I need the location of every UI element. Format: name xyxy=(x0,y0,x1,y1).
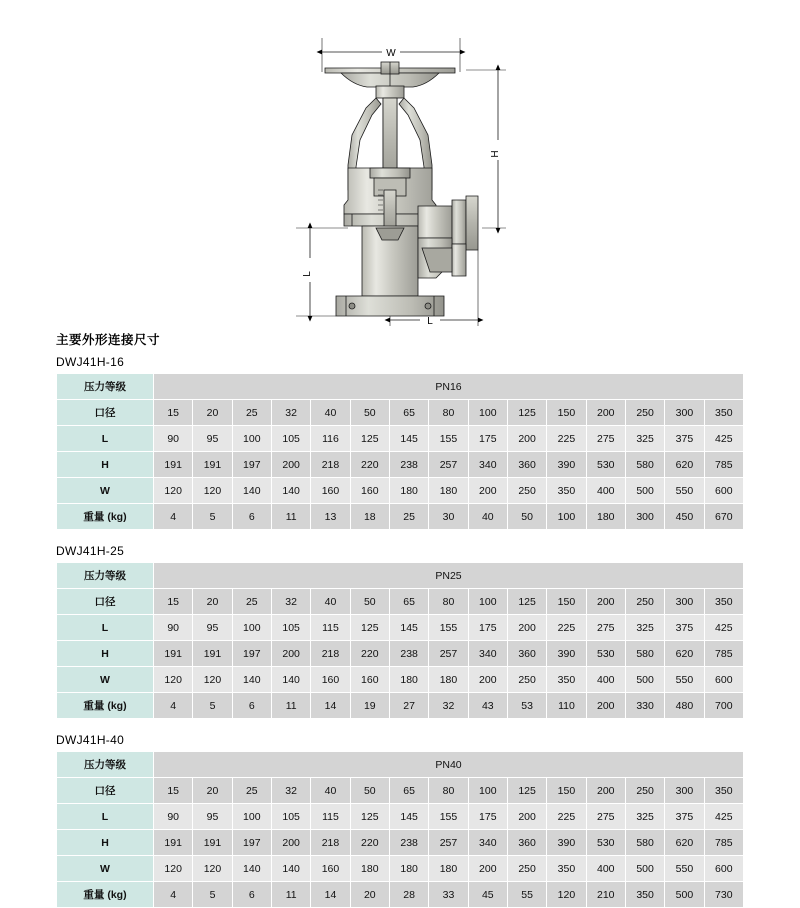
cell: 500 xyxy=(665,882,704,908)
cell: 580 xyxy=(625,641,664,667)
cell: 175 xyxy=(468,804,507,830)
cell: 20 xyxy=(350,882,389,908)
cell: 400 xyxy=(586,478,625,504)
cell: 200 xyxy=(468,667,507,693)
table-row xyxy=(57,778,744,804)
cell: 50 xyxy=(507,504,546,530)
table-row xyxy=(57,452,744,478)
pressure-value: PN25 xyxy=(154,563,744,589)
cell: 15 xyxy=(154,778,193,804)
cell: 350 xyxy=(547,856,586,882)
cell: 220 xyxy=(350,641,389,667)
row-header-bore: 口径 xyxy=(57,400,154,426)
cell: 350 xyxy=(704,400,743,426)
cell: 90 xyxy=(154,615,193,641)
table-row xyxy=(57,667,744,693)
row-header-h: H xyxy=(57,830,154,856)
cell: 180 xyxy=(429,856,468,882)
cell: 375 xyxy=(665,804,704,830)
cell: 19 xyxy=(350,693,389,719)
cell: 160 xyxy=(311,478,350,504)
cell: 175 xyxy=(468,426,507,452)
cell: 530 xyxy=(586,641,625,667)
cell: 191 xyxy=(193,830,232,856)
cell: 480 xyxy=(665,693,704,719)
table-row xyxy=(57,752,744,778)
row-header-l: L xyxy=(57,615,154,641)
cell: 530 xyxy=(586,830,625,856)
cell: 580 xyxy=(625,452,664,478)
cell: 350 xyxy=(625,882,664,908)
cell: 257 xyxy=(429,830,468,856)
cell: 40 xyxy=(311,400,350,426)
cell: 250 xyxy=(625,589,664,615)
cell: 6 xyxy=(232,693,271,719)
cell: 360 xyxy=(507,641,546,667)
cell: 300 xyxy=(625,504,664,530)
cell: 40 xyxy=(468,504,507,530)
cell: 580 xyxy=(625,830,664,856)
cell: 197 xyxy=(232,452,271,478)
cell: 425 xyxy=(704,804,743,830)
cell: 160 xyxy=(311,667,350,693)
table-block-pn16 xyxy=(56,355,744,530)
cell: 43 xyxy=(468,693,507,719)
cell: 390 xyxy=(547,452,586,478)
cell: 390 xyxy=(547,641,586,667)
cell: 200 xyxy=(507,804,546,830)
cell: 18 xyxy=(350,504,389,530)
dimensions-table-pn16 xyxy=(56,373,744,530)
cell: 11 xyxy=(271,882,310,908)
cell: 32 xyxy=(429,693,468,719)
cell: 250 xyxy=(625,400,664,426)
cell: 115 xyxy=(311,804,350,830)
dimensions-table-pn40 xyxy=(56,751,744,908)
cell: 20 xyxy=(193,589,232,615)
cell: 730 xyxy=(704,882,743,908)
table-row xyxy=(57,374,744,400)
cell: 250 xyxy=(507,478,546,504)
cell: 50 xyxy=(350,778,389,804)
table-row xyxy=(57,804,744,830)
cell: 150 xyxy=(547,589,586,615)
table-row xyxy=(57,400,744,426)
cell: 140 xyxy=(271,856,310,882)
cell: 400 xyxy=(586,856,625,882)
cell: 425 xyxy=(704,426,743,452)
cell: 600 xyxy=(704,856,743,882)
cell: 65 xyxy=(389,778,428,804)
cell: 300 xyxy=(665,778,704,804)
cell: 33 xyxy=(429,882,468,908)
cell: 27 xyxy=(389,693,428,719)
cell: 14 xyxy=(311,693,350,719)
cell: 450 xyxy=(665,504,704,530)
row-header-w: W xyxy=(57,856,154,882)
cell: 14 xyxy=(311,882,350,908)
cell: 120 xyxy=(154,856,193,882)
cell: 80 xyxy=(429,589,468,615)
cell: 5 xyxy=(193,882,232,908)
cell: 200 xyxy=(468,478,507,504)
cell: 340 xyxy=(468,452,507,478)
table-row xyxy=(57,856,744,882)
row-header-bore: 口径 xyxy=(57,589,154,615)
cell: 150 xyxy=(547,400,586,426)
cell: 191 xyxy=(193,452,232,478)
cell: 785 xyxy=(704,641,743,667)
pressure-value: PN16 xyxy=(154,374,744,400)
cell: 20 xyxy=(193,778,232,804)
cell: 300 xyxy=(665,589,704,615)
row-header-pressure: 压力等级 xyxy=(57,752,154,778)
cell: 257 xyxy=(429,452,468,478)
valve-drawing xyxy=(0,0,800,330)
cell: 25 xyxy=(232,778,271,804)
cell: 180 xyxy=(429,478,468,504)
cell: 700 xyxy=(704,693,743,719)
cell: 65 xyxy=(389,589,428,615)
cell: 250 xyxy=(507,667,546,693)
cell: 100 xyxy=(468,400,507,426)
cell: 180 xyxy=(389,856,428,882)
cell: 225 xyxy=(547,615,586,641)
cell: 530 xyxy=(586,452,625,478)
cell: 155 xyxy=(429,615,468,641)
cell: 175 xyxy=(468,615,507,641)
cell: 125 xyxy=(350,426,389,452)
cell: 5 xyxy=(193,693,232,719)
table-row xyxy=(57,563,744,589)
cell: 180 xyxy=(389,667,428,693)
row-header-weight: 重量 (kg) xyxy=(57,882,154,908)
cell: 220 xyxy=(350,830,389,856)
cell: 40 xyxy=(311,589,350,615)
svg-text:W: W xyxy=(386,48,396,59)
cell: 116 xyxy=(311,426,350,452)
cell: 550 xyxy=(665,478,704,504)
cell: 200 xyxy=(271,641,310,667)
cell: 600 xyxy=(704,667,743,693)
cell: 105 xyxy=(271,426,310,452)
cell: 80 xyxy=(429,778,468,804)
cell: 32 xyxy=(271,589,310,615)
row-header-w: W xyxy=(57,478,154,504)
table-row xyxy=(57,830,744,856)
cell: 225 xyxy=(547,426,586,452)
table-row xyxy=(57,615,744,641)
cell: 50 xyxy=(350,589,389,615)
cell: 95 xyxy=(193,426,232,452)
cell: 140 xyxy=(271,478,310,504)
cell: 325 xyxy=(625,615,664,641)
cell: 95 xyxy=(193,804,232,830)
cell: 325 xyxy=(625,804,664,830)
cell: 375 xyxy=(665,426,704,452)
cell: 55 xyxy=(507,882,546,908)
cell: 32 xyxy=(271,400,310,426)
cell: 160 xyxy=(350,667,389,693)
cell: 140 xyxy=(232,856,271,882)
model-label-pn40: DWJ41H-40 xyxy=(56,733,125,747)
cell: 4 xyxy=(154,504,193,530)
cell: 110 xyxy=(547,693,586,719)
cell: 125 xyxy=(507,400,546,426)
row-header-h: H xyxy=(57,452,154,478)
cell: 550 xyxy=(665,856,704,882)
cell: 218 xyxy=(311,452,350,478)
cell: 350 xyxy=(547,667,586,693)
cell: 120 xyxy=(547,882,586,908)
cell: 125 xyxy=(350,615,389,641)
cell: 105 xyxy=(271,615,310,641)
cell: 145 xyxy=(389,804,428,830)
cell: 180 xyxy=(389,478,428,504)
cell: 218 xyxy=(311,641,350,667)
cell: 120 xyxy=(154,478,193,504)
cell: 275 xyxy=(586,804,625,830)
cell: 500 xyxy=(625,667,664,693)
cell: 65 xyxy=(389,400,428,426)
cell: 150 xyxy=(547,778,586,804)
cell: 425 xyxy=(704,615,743,641)
row-header-weight: 重量 (kg) xyxy=(57,693,154,719)
cell: 191 xyxy=(154,641,193,667)
cell: 115 xyxy=(311,615,350,641)
cell: 11 xyxy=(271,504,310,530)
row-header-l: L xyxy=(57,804,154,830)
cell: 257 xyxy=(429,641,468,667)
cell: 500 xyxy=(625,478,664,504)
cell: 120 xyxy=(193,667,232,693)
cell: 197 xyxy=(232,830,271,856)
table-row xyxy=(57,589,744,615)
cell: 200 xyxy=(507,615,546,641)
cell: 350 xyxy=(704,778,743,804)
cell: 350 xyxy=(547,478,586,504)
table-row xyxy=(57,693,744,719)
cell: 100 xyxy=(468,778,507,804)
cell: 120 xyxy=(154,667,193,693)
cell: 11 xyxy=(271,693,310,719)
cell: 350 xyxy=(704,589,743,615)
cell: 105 xyxy=(271,804,310,830)
cell: 50 xyxy=(350,400,389,426)
cell: 197 xyxy=(232,641,271,667)
cell: 125 xyxy=(350,804,389,830)
cell: 180 xyxy=(429,667,468,693)
cell: 500 xyxy=(625,856,664,882)
row-header-w: W xyxy=(57,667,154,693)
cell: 28 xyxy=(389,882,428,908)
cell: 620 xyxy=(665,641,704,667)
row-header-pressure: 压力等级 xyxy=(57,374,154,400)
cell: 13 xyxy=(311,504,350,530)
model-label-pn16: DWJ41H-16 xyxy=(56,355,125,369)
cell: 200 xyxy=(507,426,546,452)
cell: 4 xyxy=(154,693,193,719)
cell: 340 xyxy=(468,641,507,667)
dimensions-content xyxy=(0,330,800,908)
cell: 45 xyxy=(468,882,507,908)
cell: 340 xyxy=(468,830,507,856)
cell: 15 xyxy=(154,400,193,426)
cell: 180 xyxy=(350,856,389,882)
cell: 360 xyxy=(507,452,546,478)
row-header-l: L xyxy=(57,426,154,452)
cell: 25 xyxy=(232,400,271,426)
cell: 225 xyxy=(547,804,586,830)
cell: 200 xyxy=(586,693,625,719)
page-title: 主要外形连接尺寸 xyxy=(56,333,161,347)
cell: 32 xyxy=(271,778,310,804)
svg-text:L: L xyxy=(427,316,433,327)
cell: 100 xyxy=(232,615,271,641)
cell: 550 xyxy=(665,667,704,693)
cell: 400 xyxy=(586,667,625,693)
cell: 238 xyxy=(389,830,428,856)
cell: 120 xyxy=(193,856,232,882)
cell: 160 xyxy=(350,478,389,504)
table-row xyxy=(57,504,744,530)
cell: 200 xyxy=(586,400,625,426)
dimensions-table-pn25 xyxy=(56,562,744,719)
cell: 620 xyxy=(665,452,704,478)
cell: 4 xyxy=(154,882,193,908)
cell: 238 xyxy=(389,452,428,478)
cell: 25 xyxy=(389,504,428,530)
cell: 100 xyxy=(547,504,586,530)
cell: 95 xyxy=(193,615,232,641)
cell: 100 xyxy=(232,426,271,452)
table-row xyxy=(57,478,744,504)
row-header-bore: 口径 xyxy=(57,778,154,804)
row-header-h: H xyxy=(57,641,154,667)
cell: 100 xyxy=(468,589,507,615)
cell: 325 xyxy=(625,426,664,452)
cell: 330 xyxy=(625,693,664,719)
cell: 785 xyxy=(704,830,743,856)
model-label-pn25: DWJ41H-25 xyxy=(56,544,125,558)
cell: 238 xyxy=(389,641,428,667)
cell: 90 xyxy=(154,426,193,452)
cell: 620 xyxy=(665,830,704,856)
svg-text:H: H xyxy=(490,150,501,158)
cell: 145 xyxy=(389,615,428,641)
cell: 191 xyxy=(154,452,193,478)
cell: 180 xyxy=(586,504,625,530)
table-block-pn40 xyxy=(56,733,744,908)
cell: 600 xyxy=(704,478,743,504)
cell: 120 xyxy=(193,478,232,504)
cell: 15 xyxy=(154,589,193,615)
cell: 53 xyxy=(507,693,546,719)
cell: 6 xyxy=(232,504,271,530)
table-row xyxy=(57,641,744,667)
cell: 275 xyxy=(586,426,625,452)
pressure-value: PN40 xyxy=(154,752,744,778)
cell: 140 xyxy=(271,667,310,693)
table-block-pn25 xyxy=(56,544,744,719)
cell: 250 xyxy=(625,778,664,804)
cell: 375 xyxy=(665,615,704,641)
cell: 220 xyxy=(350,452,389,478)
cell: 155 xyxy=(429,804,468,830)
cell: 160 xyxy=(311,856,350,882)
cell: 145 xyxy=(389,426,428,452)
cell: 275 xyxy=(586,615,625,641)
cell: 100 xyxy=(232,804,271,830)
cell: 200 xyxy=(468,856,507,882)
cell: 30 xyxy=(429,504,468,530)
cell: 125 xyxy=(507,778,546,804)
cell: 140 xyxy=(232,478,271,504)
cell: 360 xyxy=(507,830,546,856)
cell: 90 xyxy=(154,804,193,830)
cell: 300 xyxy=(665,400,704,426)
cell: 25 xyxy=(232,589,271,615)
valve-drawing-svg xyxy=(0,0,800,330)
cell: 191 xyxy=(154,830,193,856)
cell: 200 xyxy=(586,778,625,804)
cell: 200 xyxy=(586,589,625,615)
cell: 191 xyxy=(193,641,232,667)
cell: 5 xyxy=(193,504,232,530)
cell: 155 xyxy=(429,426,468,452)
table-row xyxy=(57,882,744,908)
cell: 200 xyxy=(271,452,310,478)
cell: 250 xyxy=(507,856,546,882)
cell: 20 xyxy=(193,400,232,426)
svg-text:L: L xyxy=(302,271,313,277)
row-header-weight: 重量 (kg) xyxy=(57,504,154,530)
cell: 785 xyxy=(704,452,743,478)
table-row xyxy=(57,426,744,452)
cell: 140 xyxy=(232,667,271,693)
cell: 200 xyxy=(271,830,310,856)
cell: 80 xyxy=(429,400,468,426)
row-header-pressure: 压力等级 xyxy=(57,563,154,589)
cell: 218 xyxy=(311,830,350,856)
cell: 6 xyxy=(232,882,271,908)
cell: 670 xyxy=(704,504,743,530)
cell: 390 xyxy=(547,830,586,856)
cell: 40 xyxy=(311,778,350,804)
cell: 125 xyxy=(507,589,546,615)
cell: 210 xyxy=(586,882,625,908)
